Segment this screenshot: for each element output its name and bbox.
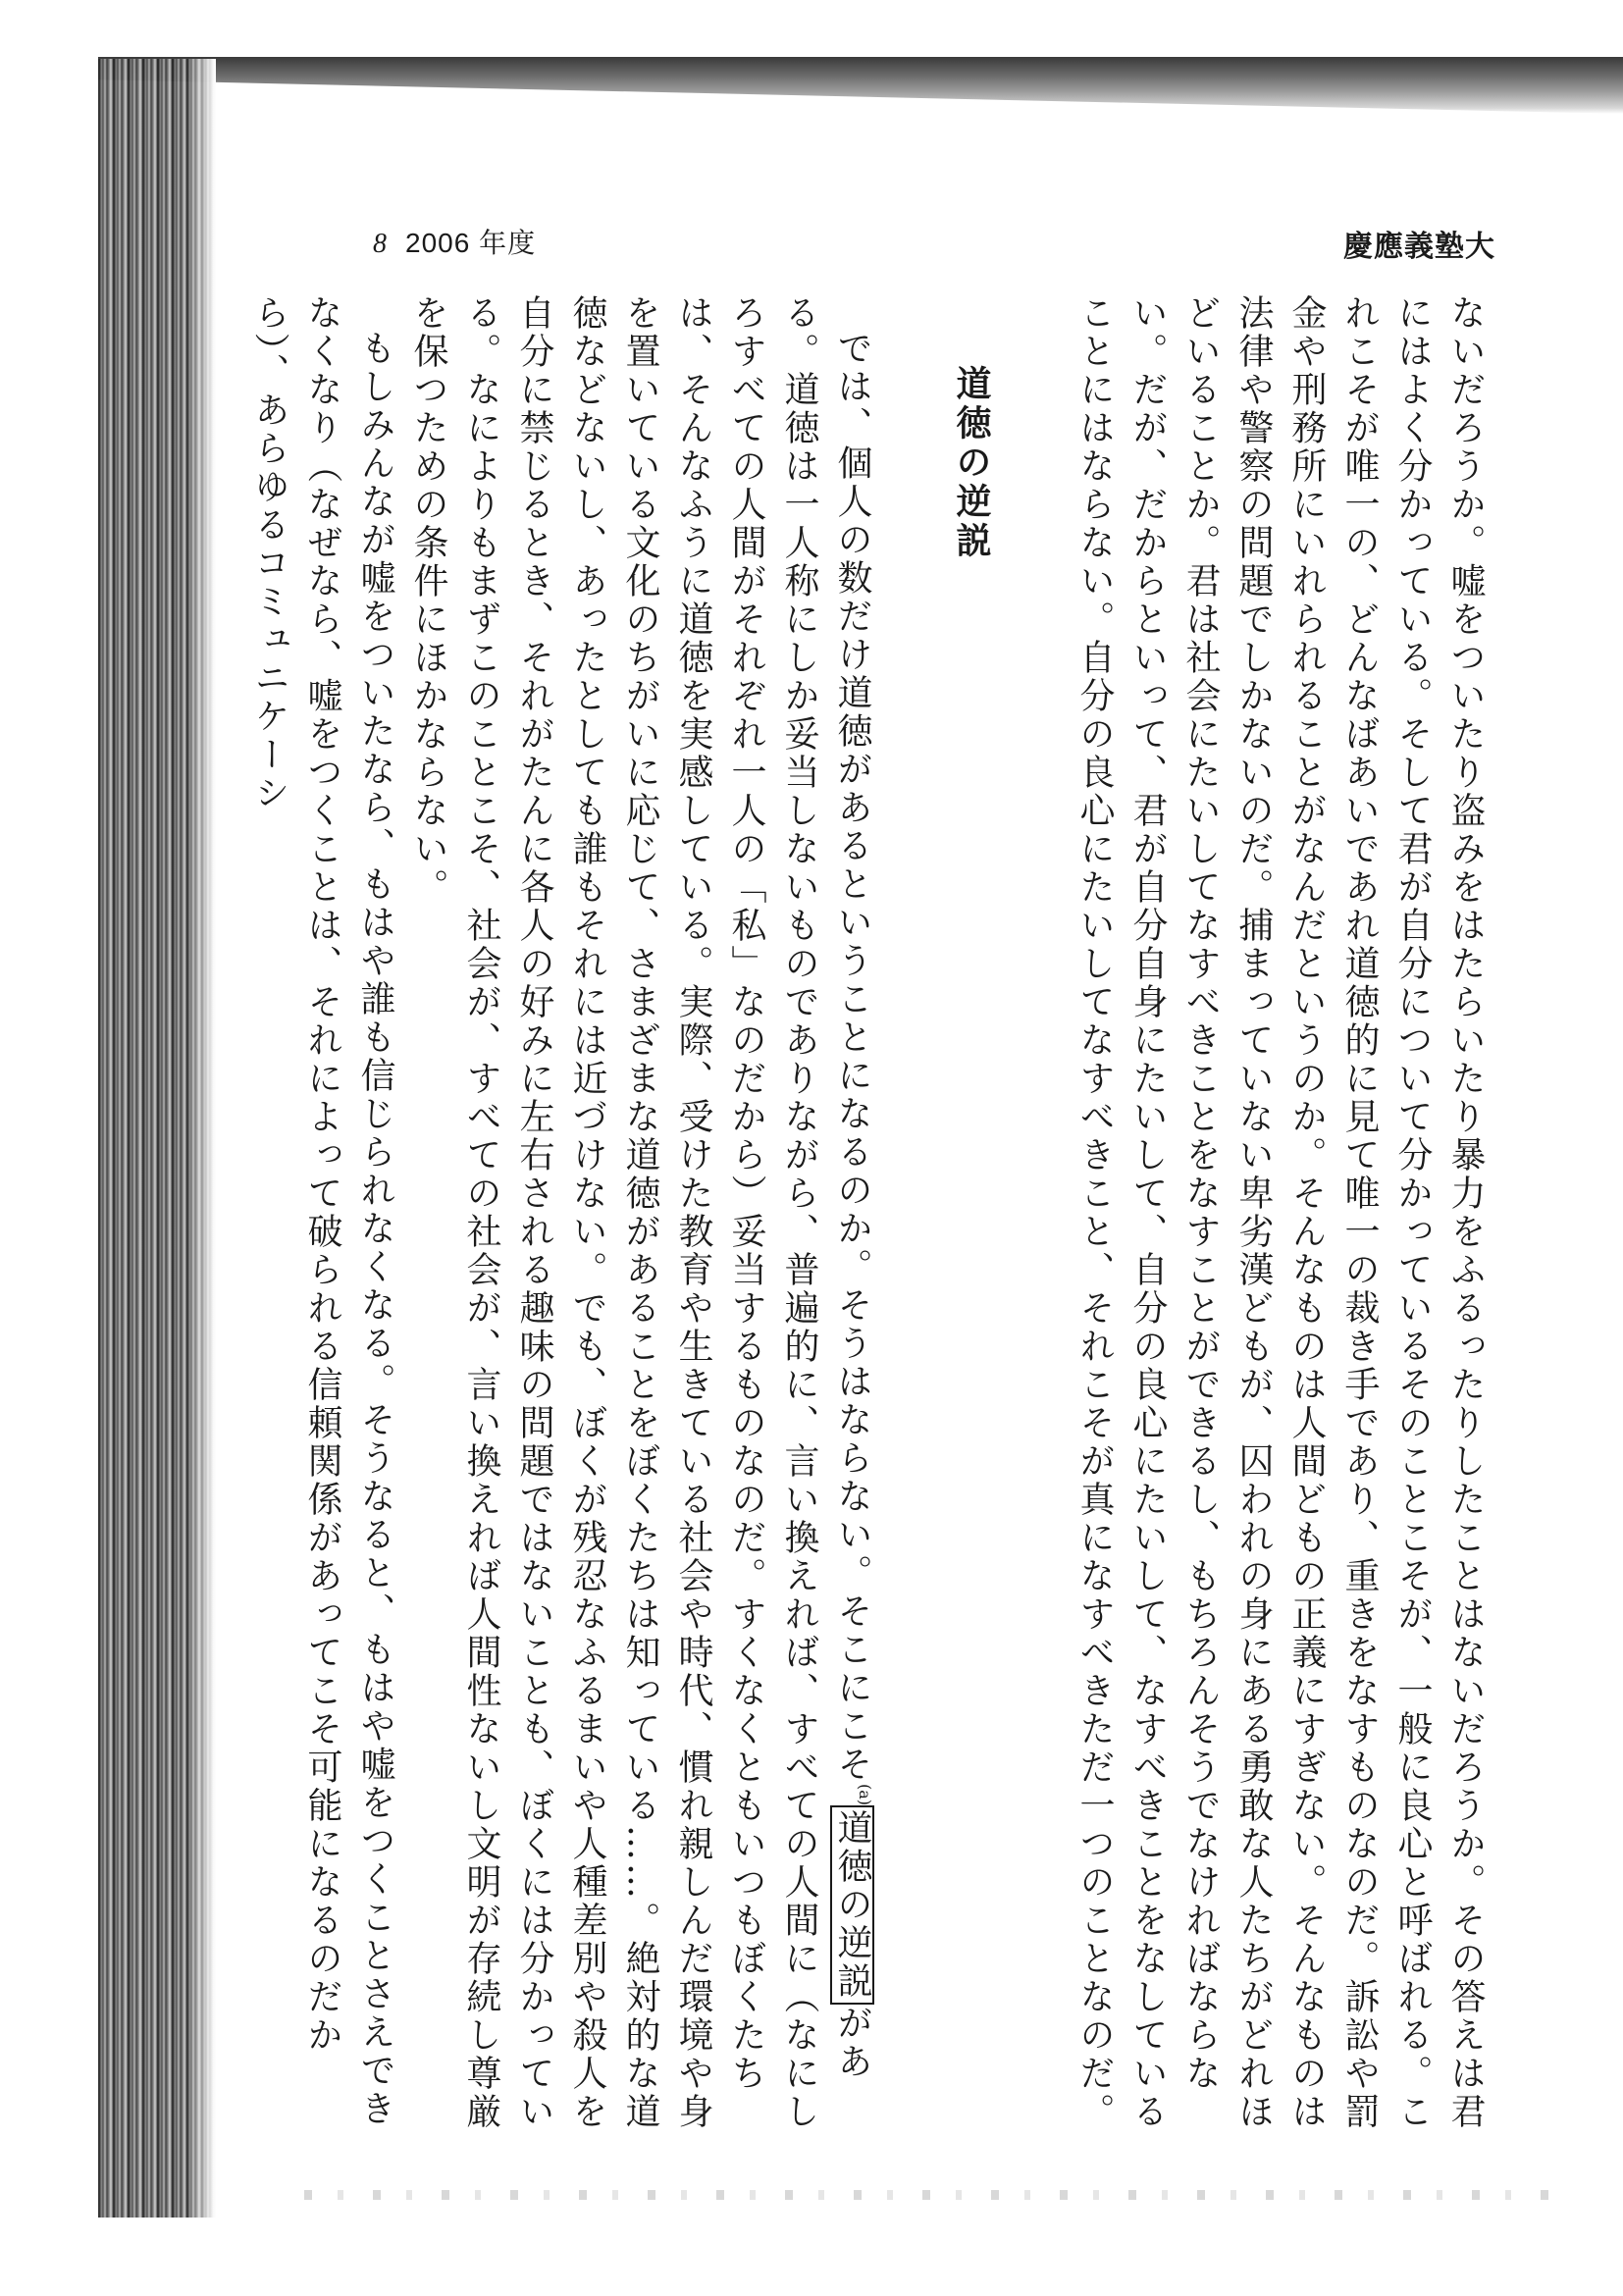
scan-shadow-top [98, 57, 1623, 114]
page-header-left [373, 222, 536, 261]
paragraph-lying: もしみんなが嘘をついたなら、もはや誰も信じられなくなる。そうなると、もはや嘘をつくことさえできなくなり（なぜなら、嘘をつくことは、それによって破られる信頼関係があってこそ可能になるのだから）、あらゆるコミュニケーシ [249, 294, 395, 2128]
year-label: 2006 年度 [405, 228, 537, 258]
paragraph-moral-paradox [401, 294, 891, 2139]
university-name: 慶應義塾大 [1343, 230, 1495, 264]
scan-noise-bottom [304, 2190, 1560, 2200]
page-number: 8 [373, 229, 388, 259]
paragraph-conscience: ないだろうか。嘘をついたり盗みをはたらいたり暴力をふるったりしたことはないだろうか。その答えは君にはよく分かっている。そして君が自分について分かっているそのことこそが、一般に良心と呼ばれる。これこそが唯一の、どんなばあいであれ道徳的に見て唯一の裁き手であり、重きをなすものなのだ。訴訟や罰金や刑務所にいれられることがなんだというのか。そんなものは人間どもの正義にすぎない。そんなものは法律や警察の問題でしかないのだ。捕まっていない卑劣漢どもが、囚われの身にある勇敢な人たちがどれほどいることか。君は社会にたいしてなすべきことをなすことができるし、もちろんそうでなければならない。だが、だからといって、君が自分自身にたいして、自分の良心にたいして、なすべきことをなしていることにはならない。自分の良心にたいしてなすべきこと、それこそが真になすべきただ一つのことなのだ。 [1074, 294, 1486, 2131]
vertical-article-body [249, 294, 1492, 2139]
paragraph-text-rest: がある。道徳は一人称にしか妥当しないものでありながら、普遍的に、言い換えれば、すべての人間に（なにしろすべての人間がそれぞれ一人の「私」なのだから）妥当するものなのだ。すくなくともいつもぼくたちは、そんなふうに道徳を実感している。実際、受けた教育や生きている社会や時代、慣れ親しんだ環境や身を置いている文化のちがいに応じて、さまざまな道徳があることをぼくたちは知っている……。絶対的な道徳などないし、あったとしても誰もそれには近づけない。でも、ぼくが残忍なふるまいや人種差別や殺人を自分に禁じるとき、それがたんに各人の好みに左右される趣味の問題ではないことも、ぼくには分かっている。なによりもまずこのことこそ、社会が、すべての社会が、言い換えれば人間性ないし文明が存続し尊厳を保つための条件にほかならない。 [408, 294, 872, 2131]
spine-fade [186, 59, 216, 2218]
section-heading: 道徳の逆説 [951, 365, 991, 561]
boxed-term-moral-paradox: 道徳の逆説 [830, 1805, 874, 2005]
paragraph-text-start: では、個人の数だけ道徳があるということになるのか。そうはならない。そこにこそ [832, 330, 872, 1784]
annotation-mark-a: (a) [856, 1784, 874, 1806]
